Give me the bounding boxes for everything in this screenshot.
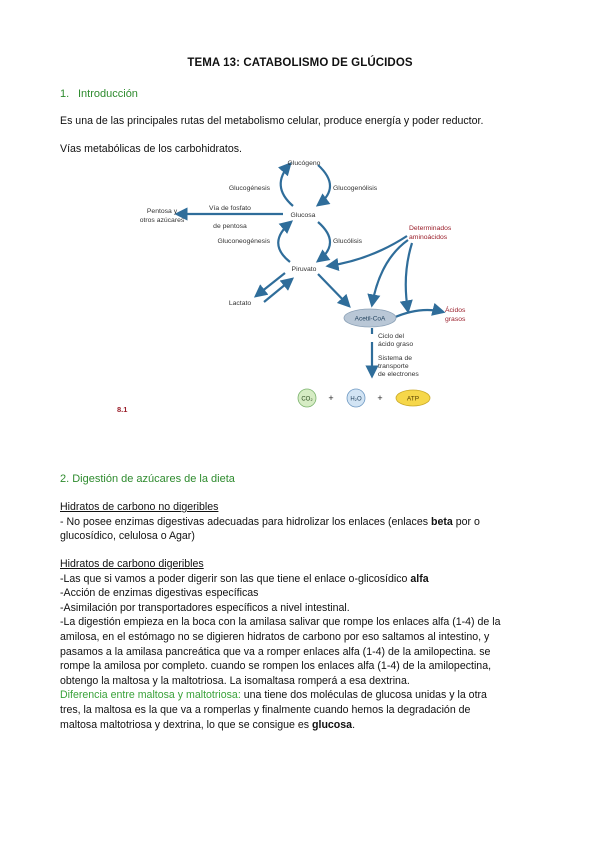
digestible-bullet-3: -Asimilación por transportadores específicos a nivel intestinal. — [60, 601, 350, 614]
pyruvate-to-lactate-arrow — [256, 273, 285, 296]
difference-line-1: Diferencia entre maltosa y maltotriosa: una tiene dos moléculas de glucosa unidas y la otra — [60, 689, 487, 702]
section-1-title: Introducción — [78, 88, 138, 100]
aminoacids-to-acetylcoa-arrow — [372, 240, 408, 305]
section-2-heading: 2. Digestión de azúcares de la dieta — [60, 473, 235, 485]
label-atp: ATP — [406, 395, 420, 403]
non-digestible-line-1: - No posee enzimas digestivas adecuadas para hidrolizar los enlaces (enlaces beta por o — [60, 515, 480, 528]
label-aminoacidos-2: aminoácidos — [409, 234, 448, 241]
label-aminoacidos-1: Determinados — [409, 225, 452, 232]
section-1-number: 1. — [60, 88, 70, 100]
label-glucolisis: Glucólisis — [333, 238, 363, 245]
digestion-line-4: rompe la amilosa por completo. cuando se rompen los enlaces alfa (1-4) de la amilopectina, — [60, 660, 492, 673]
figure-reference: 8.1 — [117, 405, 128, 414]
label-h2o: H₂O — [350, 396, 362, 403]
non-digestible-line-2: glucosídico, celulosa o Agar) — [60, 530, 195, 543]
label-sistema-1: Sistema de — [378, 355, 413, 362]
digestion-line-1: -La digestión empieza en la boca con la amilasa salivar que rompe los enlaces alfa (1-4) de la — [60, 616, 501, 629]
label-gluconeogenesis: Gluconeogénesis — [217, 238, 270, 245]
digestion-line-5: obtengo la maltosa y la maltotriosa. La isomaltasa romperá a esa dextrina. — [60, 674, 410, 687]
label-lactato: Lactato — [228, 300, 252, 307]
difference-label: Diferencia entre maltosa y maltotriosa: — [60, 689, 241, 702]
glucolysis-arrow — [318, 222, 330, 261]
digestible-bullet-1: -Las que si vamos a poder digerir son las que tiene el enlace o-glicosídico alfa — [60, 572, 429, 585]
label-pentosas-1: Pentosa y — [146, 208, 178, 215]
non-digestible-title: Hidratos de carbono no digeribles — [60, 501, 219, 513]
label-piruvato: Piruvato — [291, 266, 317, 273]
label-ciclo-1: Ciclo del — [378, 333, 405, 340]
plus-2: + — [377, 393, 383, 403]
label-glucogenolisis: Glucogenólisis — [333, 185, 378, 192]
page-title: TEMA 13: CATABOLISMO DE GLÚCIDOS — [187, 57, 413, 69]
difference-line-2: tres, la maltosa es la que va a romperlas y finalmente cuando hemos la degradación de — [60, 703, 471, 716]
label-via-1: Vía de fosfato — [209, 205, 251, 212]
lactate-to-pyruvate-arrow — [264, 279, 292, 302]
difference-line-3: maltosa maltotriosa y dextrina, lo que se consigue es glucosa. — [60, 718, 356, 731]
label-glucosa: Glucosa — [290, 212, 316, 219]
label-co2: CO₂ — [301, 396, 313, 403]
label-acidos-1: Ácidos — [445, 307, 466, 314]
digestible-section — [60, 557, 540, 732]
label-acidos-2: grasos — [445, 316, 466, 323]
label-pentosas-2: otros azúcares — [139, 217, 185, 224]
digestible-bullet-2: -Acción de enzimas digestivas específicas — [60, 587, 259, 600]
label-acetilcoa: Acetil-CoA — [354, 315, 386, 323]
label-via-2: de pentosa — [213, 223, 247, 230]
gluconeogenesis-arrow — [278, 222, 291, 262]
plus-1: + — [328, 393, 334, 403]
label-sistema-3: de electrones — [378, 371, 419, 378]
label-glucogenesis: Glucogénesis — [228, 185, 270, 192]
pathways-caption: Vías metabólicas de los carbohidratos. — [60, 143, 242, 155]
digestion-line-2: amilosa, en el estómago no se digieren hidratos de carbono por eso saltamos al intestino, y — [60, 630, 490, 643]
glucogenesis-arrow — [281, 164, 293, 206]
label-ciclo-2: ácido graso — [378, 341, 414, 348]
intro-paragraph: Es una de las principales rutas del metabolismo celular, produce energía y poder reductor. — [60, 115, 484, 127]
label-sistema-2: transporte — [378, 363, 409, 370]
non-digestible-section — [60, 500, 540, 544]
digestion-line-3: pasamos a la amilasa pancreática que va a romper enlaces alfa (1-4) de la amilopectina. se — [60, 645, 491, 658]
glucogenolisis-arrow — [318, 165, 330, 205]
label-glucogeno: Glucógeno — [287, 160, 321, 167]
pyruvate-to-acetylcoa-arrow — [318, 274, 349, 306]
aminoacids-to-cycle-arrow — [406, 243, 412, 311]
acetylcoa-to-fattyacids-arrow — [393, 310, 443, 318]
digestible-title: Hidratos de carbono digeribles — [60, 558, 204, 570]
